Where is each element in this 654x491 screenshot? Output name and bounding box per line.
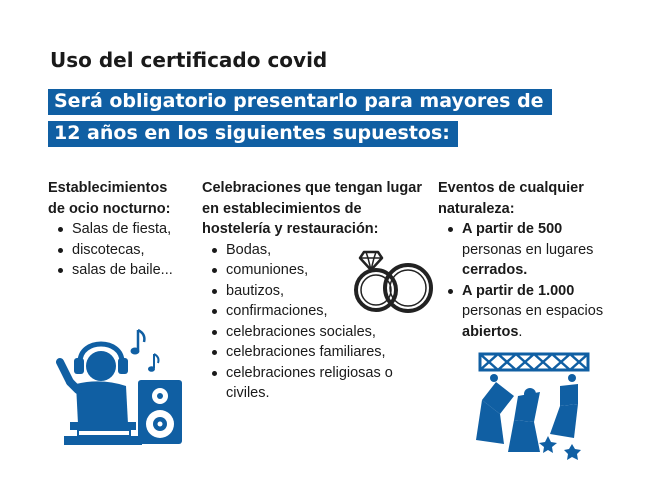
column-events [438,178,618,342]
bold-text: abiertos [462,323,519,340]
list-item: celebraciones religiosas o civiles. [202,363,422,404]
bold-text: A partir de 500 [462,221,563,237]
list-item [438,219,618,281]
page-title: Uso del certificado covid [50,48,328,72]
plain-text: . [518,323,523,340]
column-heading: Eventos de cualquier naturaleza: [438,180,584,217]
list-item [438,281,618,343]
list-item: bautizos, [202,281,422,302]
highlight-line-2: 12 años en los siguientes supuestos: [48,121,458,147]
list-item: salas de baile... [48,260,188,281]
list-item: celebraciones sociales, [202,322,422,343]
list-item: comuniones, [202,260,422,281]
speaker-icon [136,378,184,446]
list-item: confirmaciones, [202,301,422,322]
plain-text: personas en espacios [462,303,604,319]
list-item: Salas de fiesta, [48,219,188,240]
item-list [48,219,188,281]
column-heading: Establecimientos de ocio nocturno: [48,180,171,217]
bold-text: A partir de 1.000 [462,282,575,299]
highlight-line-1: Será obligatorio presentarlo para mayores de [48,89,552,115]
wedding-rings-icon [346,244,442,314]
stage-lights-icon [474,352,594,460]
plain-text: personas en lugares [462,241,594,258]
item-list [438,219,618,342]
column-nightlife [48,178,188,281]
music-note-icon [130,326,162,376]
list-item: discotecas, [48,240,188,261]
list-item: Bodas, [202,240,422,261]
bold-text: cerrados. [462,262,528,278]
list-item: celebraciones familiares, [202,342,422,363]
column-heading: Celebraciones que tengan lugar en establecimientos de hostelería y restauración: [202,180,422,237]
